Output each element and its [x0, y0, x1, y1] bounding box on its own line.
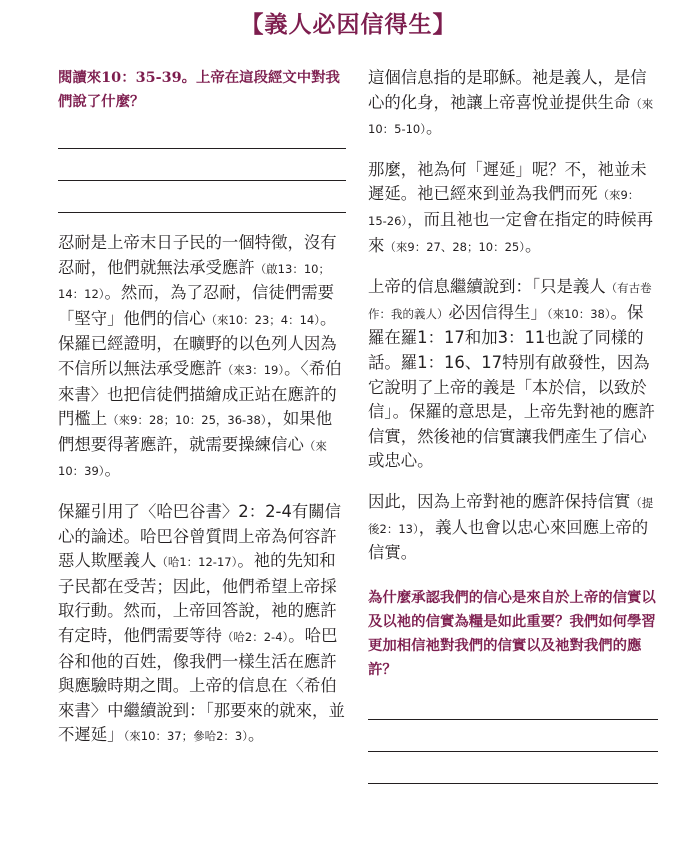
body-paragraph: 上帝的信息繼續說到：「只是義人（有古卷作：我的義人）必因信得生」（來10：38）。保羅在羅1：17和加3：11也說了同樣的話。羅1：16、17特別有啟發性，因為它說明了上帝的義是「本於信，以致於信」。保羅的意思是，上帝先對祂的應許信實，然後祂的信實讓我們產生了信心或忠心。: [368, 277, 655, 471]
reflection-question: 為什麼承認我們的信心是來自於上帝的信實以及以祂的信實為糧是如此重要？我們如何學習更加相信祂對我們的信實以及祂對我們的應許？: [368, 588, 656, 678]
scripture-ref: （有古卷作：我的義人）: [368, 281, 652, 321]
scripture-ref: （來9：27、28；10：25）: [384, 239, 525, 254]
body-paragraph: 忍耐是上帝末日子民的一個特徵，沒有忍耐，他們就無法承受應許（啟13：10；14：12）。然而，為了忍耐，信徒們需要「堅守」他們的信心（來10：23；4：14）。保羅已經證明，在曠野的以色列人因為不信所以無法承受應許（來3：19）。〈希伯來書〉也把信徒們描繪成正站在應許的門檻上（來9：28；10：25，36-38），如果他們想要得著應許，就需要操練信心（來10：39）。: [58, 233, 342, 480]
body-paragraph: 保羅引用了〈哈巴谷書〉2：2-4有關信心的論述。哈巴谷曾質問上帝為何容許惡人欺壓義人（哈1：12-17）。祂的先知和子民都在受苦；因此，他們希望上帝採取行動。然而，上帝回答說，祂的應許有定時，他們需要等待（哈2：2-4）。哈巴谷和他的百姓，像我們一樣生活在應許與應驗時期之間。上帝的信息在〈希伯來書〉中繼續說到：「那要來的就來，並不遲延」（來10：37；參哈2：3）。: [58, 501, 345, 745]
study-question: 閱讀來10：35-39。上帝在這段經文中對我們說了什麼？: [58, 69, 340, 110]
scripture-ref: （來10：37；參哈2：3）: [123, 729, 248, 744]
scripture-ref: （來3：19）: [221, 362, 285, 377]
left-column: [58, 66, 346, 749]
scripture-ref: （來10：23；4：14）: [205, 312, 320, 327]
body-paragraph: 因此，因為上帝對祂的應許保持信實（提後2：13），義人也會以忠心來回應上帝的信實。: [368, 491, 654, 563]
scripture-ref: （哈2：2-4）: [221, 629, 289, 644]
answer-lines: [58, 148, 346, 213]
answer-line[interactable]: [58, 149, 346, 181]
scripture-ref: （來9：15-26）: [368, 188, 640, 228]
answer-line[interactable]: [368, 688, 658, 720]
answer-line[interactable]: [368, 752, 658, 784]
answer-line[interactable]: [368, 720, 658, 752]
body-paragraph: 這個信息指的是耶穌。祂是義人，是信心的化身，祂讓上帝喜悅並提供生命（來10：5-10）。: [368, 68, 654, 138]
scripture-ref: （來9：28；10：25，36-38）: [107, 413, 267, 428]
scripture-ref: （哈1：12-17）: [156, 555, 238, 570]
answer-lines: [368, 688, 658, 784]
scripture-ref: （來10：38）: [546, 306, 611, 321]
scripture-ref: （來10：5-10）: [368, 96, 654, 137]
scripture-ref: （提後2：13）: [368, 495, 654, 536]
body-paragraph: 那麼，祂為何「遲延」呢？不，祂並未遲延。祂已經來到並為我們而死（來9：15-26），而且祂也一定會在指定的時候再來（來9：27、28；10：25）。: [368, 159, 654, 255]
right-column: [368, 66, 658, 784]
scripture-ref: （啟13：10；14：12）: [58, 261, 330, 302]
answer-line[interactable]: [58, 181, 346, 213]
lesson-title: 【義人必因信得生】: [240, 12, 457, 38]
scripture-ref: （來10：39）: [58, 438, 327, 479]
